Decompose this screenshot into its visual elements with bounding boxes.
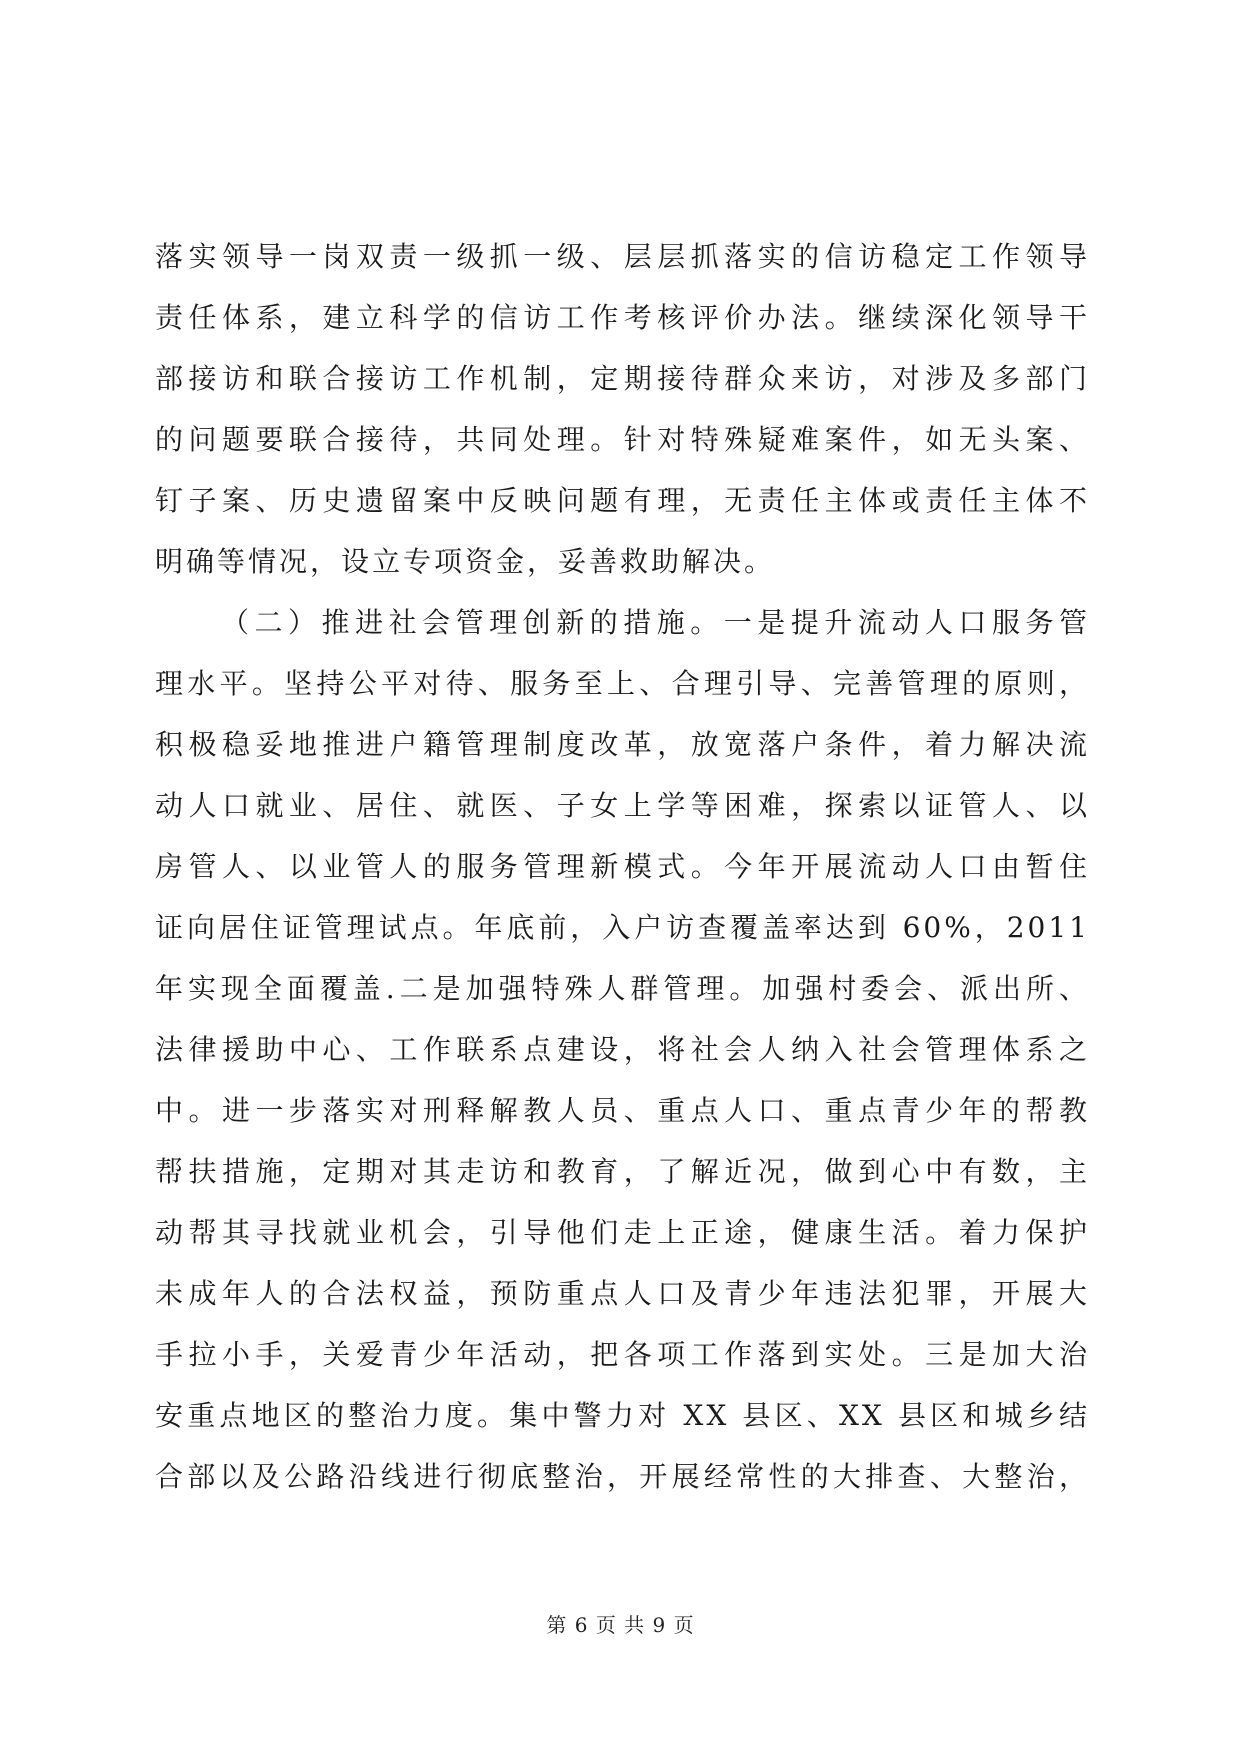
page-number-footer: 第 6 页 共 9 页 — [546, 1613, 695, 1637]
text-line: 房管人、以业管人的服务管理新模式。今年开展流动人口由暂住 — [155, 850, 1090, 883]
text-line: 理水平。坚持公平对待、服务至上、合理引导、完善管理的原则， — [155, 667, 1090, 700]
text-line: 证向居住证管理试点。年底前，入户访查覆盖率达到 60%，2011 — [155, 911, 1090, 944]
text-line: 钉子案、历史遗留案中反映问题有理，无责任主体或责任主体不 — [155, 484, 1090, 517]
text-line: 安重点地区的整治力度。集中警力对 XX 县区、XX 县区和城乡结 — [155, 1399, 1090, 1432]
text-line: 落实领导一岗双责一级抓一级、层层抓落实的信访稳定工作领导 — [155, 240, 1090, 273]
text-line: 明确等情况，设立专项资金，妥善救助解决。 — [155, 545, 776, 578]
text-line: 中。进一步落实对刑释解教人员、重点人口、重点青少年的帮教 — [155, 1094, 1090, 1127]
text-line: 合部以及公路沿线进行彻底整治，开展经常性的大排查、大整治， — [155, 1460, 1090, 1493]
text-line: 年实现全面覆盖.二是加强特殊人群管理。加强村委会、派出所、 — [155, 972, 1090, 1005]
document-body — [155, 226, 1090, 1507]
text-line: 未成年人的合法权益，预防重点人口及青少年违法犯罪，开展大 — [155, 1277, 1090, 1310]
text-line: 责任体系，建立科学的信访工作考核评价办法。继续深化领导干 — [155, 301, 1090, 334]
text-line: 积极稳妥地推进户籍管理制度改革，放宽落户条件，着力解决流 — [155, 728, 1090, 761]
text-line: 动人口就业、居住、就医、子女上学等困难，探索以证管人、以 — [155, 789, 1090, 822]
text-line: 帮扶措施，定期对其走访和教育，了解近况，做到心中有数，主 — [155, 1155, 1090, 1188]
text-line: 的问题要联合接待，共同处理。针对特殊疑难案件，如无头案、 — [155, 423, 1090, 456]
text-line: 手拉小手，关爱青少年活动，把各项工作落到实处。三是加大治 — [155, 1338, 1090, 1371]
text-line: 动帮其寻找就业机会，引导他们走上正途，健康生活。着力保护 — [155, 1216, 1090, 1249]
text-line: 部接访和联合接访工作机制，定期接待群众来访，对涉及多部门 — [155, 362, 1090, 395]
text-line: 法律援助中心、工作联系点建设，将社会人纳入社会管理体系之 — [155, 1033, 1090, 1066]
text-line: （二）推进社会管理创新的措施。一是提升流动人口服务管 — [221, 606, 1090, 639]
